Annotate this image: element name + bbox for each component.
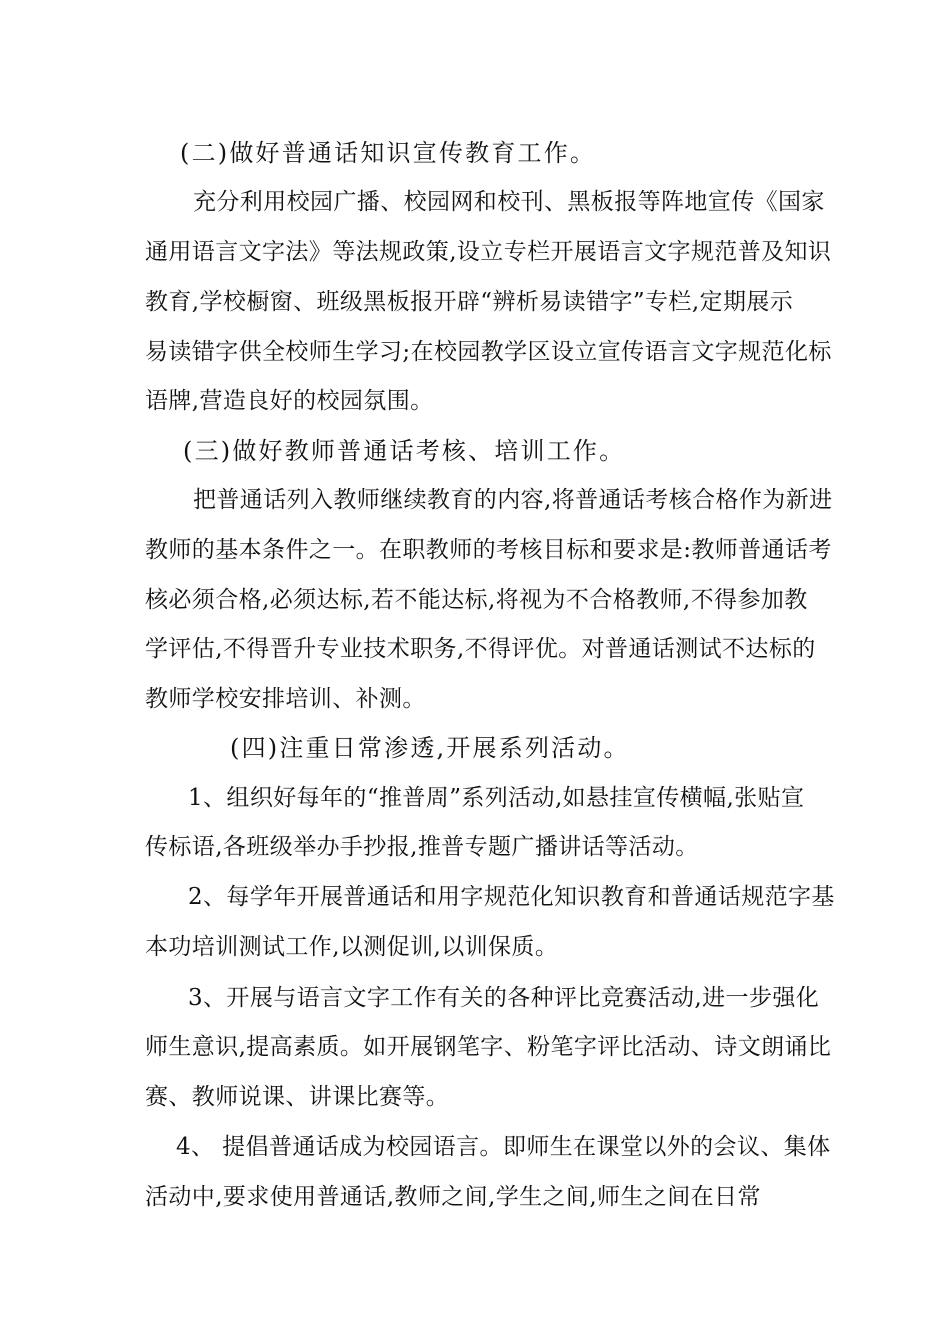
paragraph-line: 把普通话列入教师继续教育的内容,将普通话考核合格作为新进 xyxy=(193,487,833,513)
list-item-line: 2、每学年开展普通话和用字规范化知识教育和普通话规范字基 xyxy=(188,884,835,910)
list-item-line: 活动中,要求使用普通话,教师之间,学生之间,师生之间在日常 xyxy=(145,1184,761,1210)
list-item-line: 赛、教师说课、讲课比赛等。 xyxy=(145,1084,450,1110)
section-heading-3: (三)做好教师普通话考核、培训工作。 xyxy=(183,437,626,465)
paragraph-line: 教育,学校橱窗、班级黑板报开辟“辨析易读错字”专栏,定期展示 xyxy=(145,289,794,315)
list-item-line: 1、组织好每年的“推普周”系列活动,如悬挂宣传横幅,张贴宣 xyxy=(188,785,805,811)
paragraph-line: 教师的基本条件之一。在职教师的考核目标和要求是:教师普通话考 xyxy=(145,537,832,563)
paragraph-line: 语牌,营造良好的校园氛围。 xyxy=(145,388,434,414)
section-heading-2: (二)做好普通话知识宣传教育工作。 xyxy=(180,139,597,167)
section-heading-4: (四)注重日常渗透,开展系列活动。 xyxy=(230,734,630,762)
paragraph-line: 教师学校安排培训、补测。 xyxy=(145,686,426,712)
paragraph-line: 充分利用校园广播、校园网和校刊、黑板报等阵地宣传《国家 xyxy=(193,189,825,215)
list-item-line: 传标语,各班级举办手抄报,推普专题广播讲话等活动。 xyxy=(145,834,699,860)
paragraph-line: 核必须合格,必须达标,若不能达标,将视为不合格教师,不得参加教 xyxy=(145,587,808,613)
list-item-line: 3、开展与语言文字工作有关的各种评比竞赛活动,进一步强化 xyxy=(188,985,820,1011)
paragraph-line: 易读错字供全校师生学习;在校园教学区设立宣传语言文字规范化标 xyxy=(145,339,832,365)
list-item-line: 4、 提倡普通话成为校园语言。即师生在课堂以外的会议、集体 xyxy=(176,1134,831,1160)
list-item-line: 本功培训测试工作,以测促训,以训保质。 xyxy=(145,934,559,960)
paragraph-line: 通用语言文字法》等法规政策,设立专栏开展语言文字规范普及知识 xyxy=(145,239,832,265)
paragraph-line: 学评估,不得晋升专业技术职务,不得评优。对普通话测试不达标的 xyxy=(145,636,816,662)
list-item-line: 师生意识,提高素质。如开展钢笔字、粉笔字评比活动、诗文朗诵比 xyxy=(145,1034,832,1060)
